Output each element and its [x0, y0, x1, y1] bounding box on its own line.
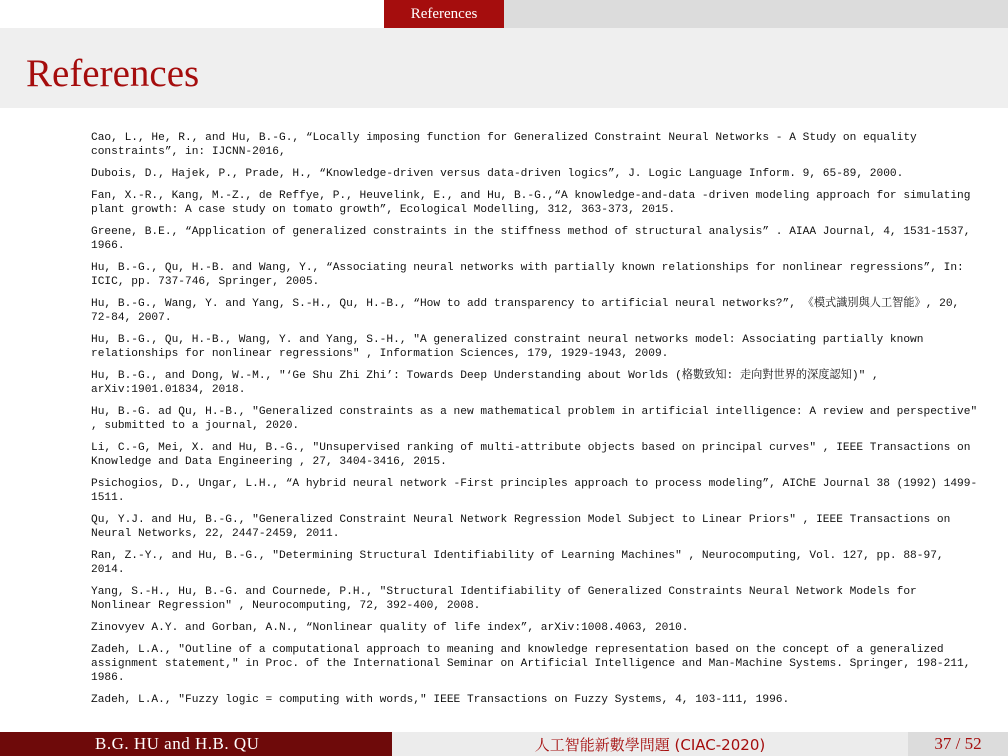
reference-list: [91, 131, 981, 715]
reference-item: Hu, B.-G., Qu, H.-B. and Wang, Y., “Associating neural networks with partially known relationships for nonlinear regressions”, In: ICIC, pp. 737-746, Springer, 2005.: [91, 262, 964, 288]
reference-item: Yang, S.-H., Hu, B.-G. and Cournede, P.H., "Structural Identifiability of Generalized Constraints Neural Network Models for Nonlinear Regression" , Neurocomputing, 72, 392-400, 2008.: [91, 586, 917, 612]
reference-item: Cao, L., He, R., and Hu, B.-G., “Locally imposing function for Generalized Constraint Neural Networks - A Study on equality constraints”, in: IJCNN-2016,: [91, 132, 917, 158]
reference-item: Fan, X.-R., Kang, M.-Z., de Reffye, P., Heuvelink, E., and Hu, B.-G.,“A knowledge-and-data -driven modeling approach for simulating plant growth: A case study on tomato growth”, Ecological Modelling, 312, 363-373, 2015.: [91, 190, 971, 216]
reference-item: Li, C.-G, Mei, X. and Hu, B.-G., "Unsupervised ranking of multi-attribute objects based on principal curves" , IEEE Transactions on Knowledge and Data Engineering , 27, 3404-3416, 2015.: [91, 442, 971, 468]
section-tab[interactable]: References: [384, 0, 504, 28]
reference-item: Ran, Z.-Y., and Hu, B.-G., "Determining Structural Identifiability of Learning Machines" , Neurocomputing, Vol. 127, pp. 88-97, 2014.: [91, 550, 944, 576]
reference-item: Zinovyev A.Y. and Gorban, A.N., “Nonlinear quality of life index”, arXiv:1008.4063, 2010.: [91, 622, 689, 634]
reference-item: Qu, Y.J. and Hu, B.-G., "Generalized Constraint Neural Network Regression Model Subject to Linear Priors" , IEEE Transactions on Neural Networks, 22, 2447-2459, 2011.: [91, 514, 951, 540]
slide-title: References: [26, 52, 200, 95]
reference-item: Greene, B.E., “Application of generalized constraints in the stiffness method of structural analysis” . AIAA Journal, 4, 1531-1537, 1966.: [91, 226, 971, 252]
footer-conference: 人工智能新數學問題 (CIAC-2020): [392, 732, 908, 756]
reference-item: Hu, B.-G. ad Qu, H.-B., "Generalized constraints as a new mathematical problem in artificial intelligence: A review and perspective" , submitted to a journal, 2020.: [91, 406, 978, 432]
reference-item: Zadeh, L.A., "Outline of a computational approach to meaning and knowledge representation based on the concept of a generalized assignment statement," in Proc. of the International Seminar on Artificial Intelligence and Man-Machine Systems. Springer, 198-211, 1986.: [91, 644, 971, 684]
reference-item: Hu, B.-G., and Dong, W.-M., "‘Ge Shu Zhi Zhi’: Towards Deep Understanding about Worlds (格數致知: 走向對世界的深度認知)" , arXiv:1901.01834, 2018.: [91, 370, 879, 396]
header-spacer: [0, 0, 384, 28]
header-bar: [0, 0, 1008, 28]
footer-bar: [0, 732, 1008, 756]
page-number: 37 / 52: [908, 732, 1008, 756]
reference-item: Psichogios, D., Ungar, L.H., “A hybrid neural network -First principles approach to process modeling”, AIChE Journal 38 (1992) 1499-1511.: [91, 478, 978, 504]
reference-item: Dubois, D., Hajek, P., Prade, H., “Knowledge-driven versus data-driven logics”, J. Logic Language Inform. 9, 65-89, 2000.: [91, 168, 904, 180]
reference-item: Zadeh, L.A., "Fuzzy logic = computing with words," IEEE Transactions on Fuzzy Systems, 4, 103-111, 1996.: [91, 694, 790, 706]
title-bar: [0, 28, 1008, 108]
reference-item: Hu, B.-G., Wang, Y. and Yang, S.-H., Qu, H.-B., “How to add transparency to artificial neural networks?”, 《模式識別與人工智能》, 20, 72-84, 2007.: [91, 298, 960, 324]
header-filler: [504, 0, 1008, 28]
footer-authors: B.G. HU and H.B. QU: [0, 732, 392, 756]
reference-item: Hu, B.-G., Qu, H.-B., Wang, Y. and Yang, S.-H., "A generalized constraint neural networks model: Associating partially known relationships for nonlinear regressions" , Information Sciences, 179, 1929-1943, 2009.: [91, 334, 924, 360]
